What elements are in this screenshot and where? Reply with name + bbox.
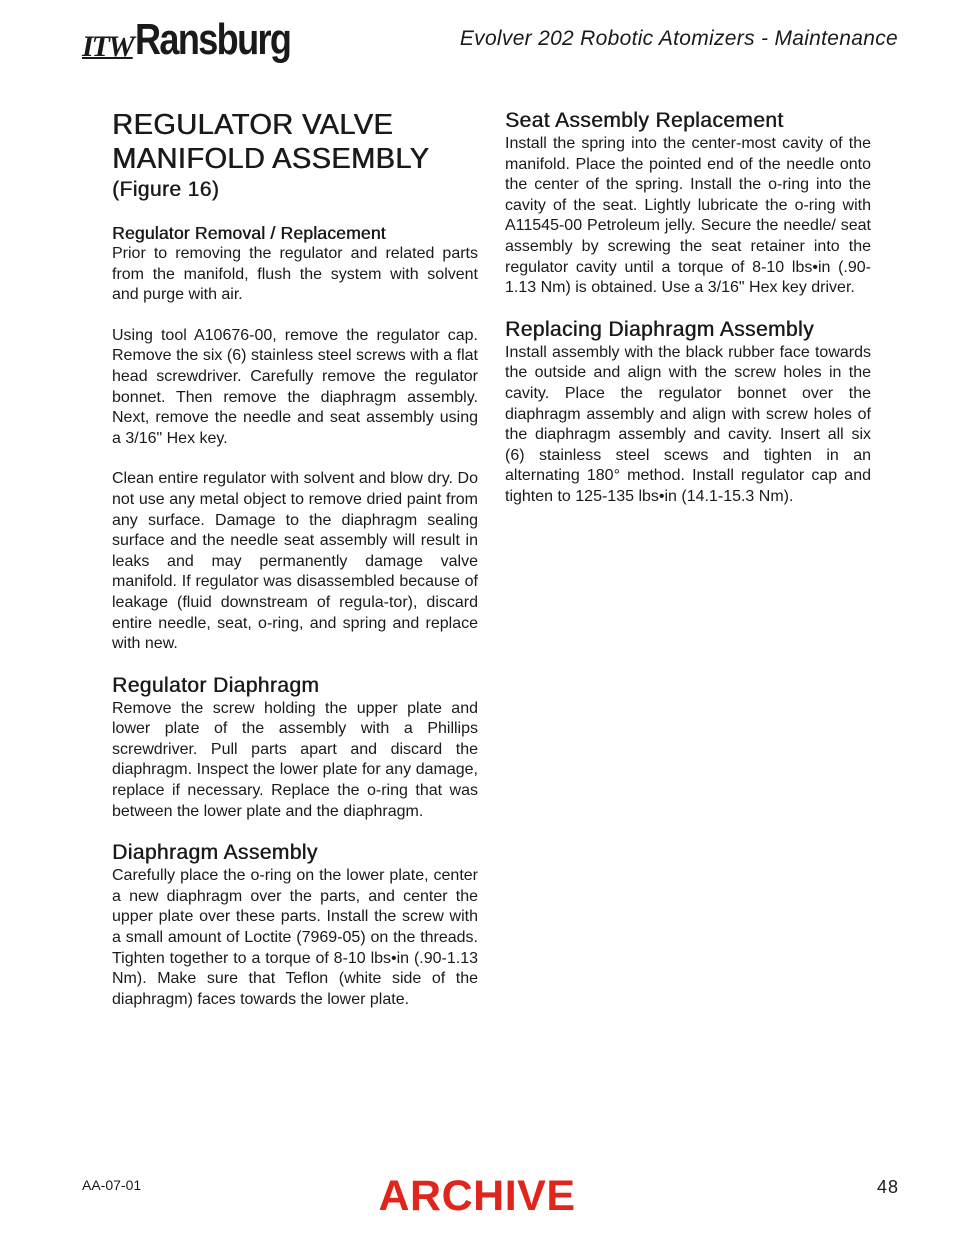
section-heading-replacing-diaphragm: Replacing Diaphragm Assembly	[505, 317, 814, 341]
logo-itw-mark: ITW	[82, 30, 133, 63]
section-heading-regulator-diaphragm: Regulator Diaphragm	[112, 673, 320, 697]
document-code: AA-07-01	[82, 1177, 142, 1193]
left-column	[112, 108, 478, 1010]
paragraph: Install the spring into the center-most cavity of the manifold. Place the pointed end of the needle onto the center of the spring. Install the o-ring into the cavity of the seat. Lightly lubricate the o-ring with A11545-00 Petroleum jelly. Secure the needle/ seat assembly by screwing the seat retainer into the regulator cavity until a torque of 8-10 lbs•in (.90-1.13 Nm) is obtained. Use a 3/16" Hex key driver.	[505, 135, 871, 297]
paragraph: Prior to removing the regulator and related parts from the manifold, flush the system with solvent and purge with air.	[112, 245, 478, 304]
paragraph: Using tool A10676-00, remove the regulator cap. Remove the six (6) stainless steel screws with a flat head screwdriver. Carefully remove the regulator bonnet. Then remove the diaphragm assembly. Next, remove the needle and seat assembly using a 3/16" Hex key.	[112, 326, 478, 447]
section-heading-regulator-removal: Regulator Removal / Replacement	[112, 223, 386, 243]
page-title	[112, 108, 478, 176]
archive-stamp: ARCHIVE	[378, 1172, 576, 1220]
paragraph: Clean entire regulator with solvent and blow dry. Do not use any metal object to remove dried paint from any surface. Damage to the diaphragm sealing surface and the needle seat assembly will result in leaks and may permanently damage valve manifold. If regulator was disassembled because of leakage (fluid downstream of regula-tor), discard entire needle, seat, o-ring, and spring and replace with new.	[112, 470, 478, 653]
page-number: 48	[876, 1177, 899, 1197]
right-column	[505, 108, 871, 508]
paragraph: Install assembly with the black rubber face towards the outside and align with the screw holes in the cavity. Place the regulator bonnet over the diaphragm assembly and align with screw holes of the diaphragm assembly and cavity. Insert all six (6) stainless steel scews and tighten in an alternating 180° method. Install regulator cap and tighten to 125-135 lbs•in (14.1-15.3 Nm).	[505, 343, 871, 505]
section-heading-diaphragm-assembly: Diaphragm Assembly	[112, 841, 318, 865]
page-title-line2: MANIFOLD ASSEMBLY	[112, 143, 430, 175]
section-heading-seat-assembly: Seat Assembly Replacement	[505, 109, 784, 132]
logo-brand-name: Ransburg	[134, 15, 290, 64]
paragraph: Carefully place the o-ring on the lower plate, center a new diaphragm over the parts, and center the upper plate over these parts. Install the screw with a small amount of Loctite (7969-05) on the threads. Tighten together to a torque of 8-10 lbs•in (.90-1.13 Nm). Make sure that Teflon (white side of the diaphragm) faces towards the lower plate.	[112, 867, 478, 1008]
page-title-line1: REGULATOR VALVE	[112, 109, 394, 141]
company-logo	[82, 15, 324, 64]
running-head: Evolver 202 Robotic Atomizers - Maintenance	[459, 27, 898, 50]
paragraph: Remove the screw holding the upper plate and lower plate of the assembly with a Phillips screwdriver. Pull parts apart and discard the diaphragm. Inspect the lower plate for any damage, replace if necessary. Replace the o-ring that was between the lower plate and the diaphragm.	[112, 699, 478, 820]
figure-reference: (Figure 16)	[112, 178, 220, 201]
